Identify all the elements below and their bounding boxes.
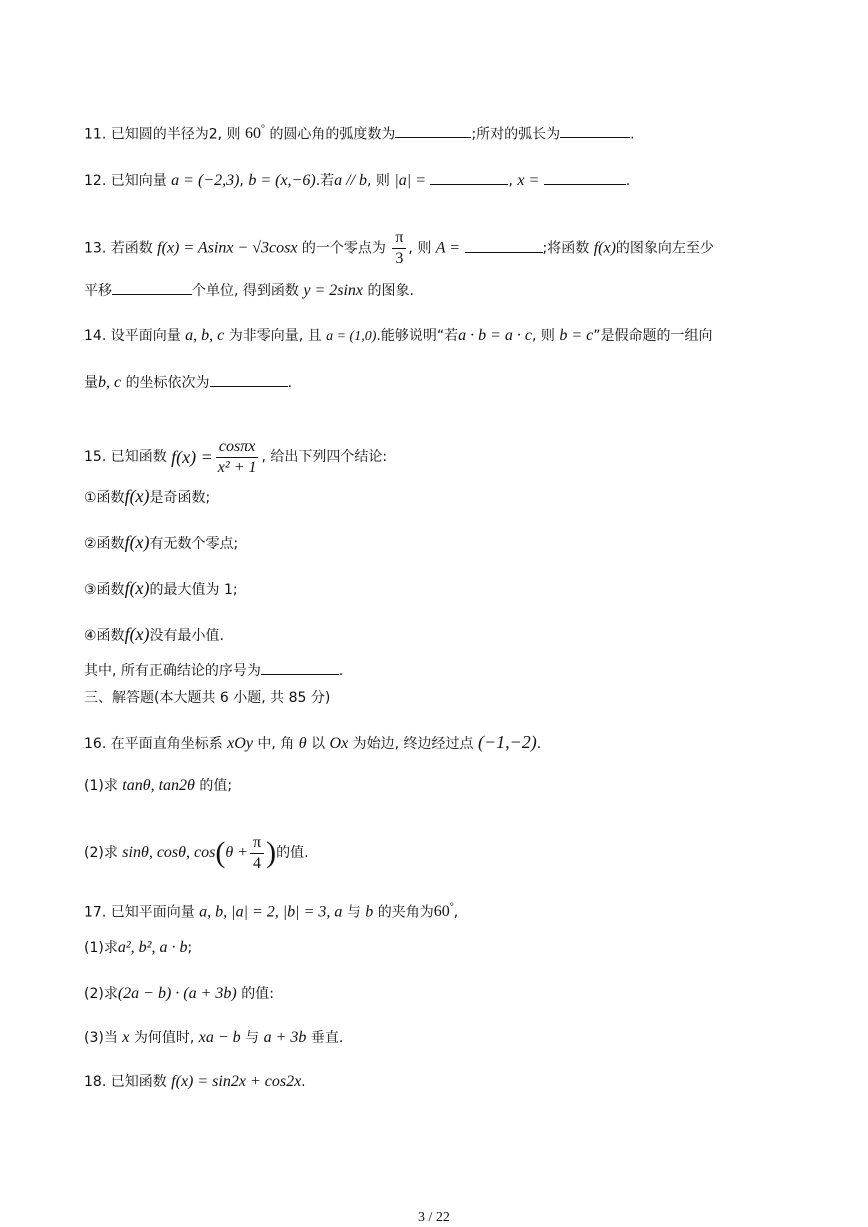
question-17-part-2: (2)求(2a − b) · (a + 3b) 的值: xyxy=(84,985,274,1002)
question-15-answer: 其中, 所有正确结论的序号为 . xyxy=(84,660,343,681)
question-18: 18. 已知函数 f(x) = sin2x + cos2x. xyxy=(84,1073,306,1090)
x-equals: x = xyxy=(517,172,540,189)
answer-blank[interactable] xyxy=(544,170,626,185)
vector-b-def: b = (x,−6) xyxy=(248,172,316,189)
fraction-cospix: $\frac{\cos\pi x}{\text{x² + 1}}$ xyxy=(217,437,257,476)
fraction-pi-4: $\frac{\pi}{4}$ xyxy=(250,833,264,874)
answer-blank[interactable] xyxy=(210,372,288,387)
conclusion-4: ④函数f(x)没有最小值. xyxy=(84,624,224,644)
question-17-part-1: (1)求a², b², a · b; xyxy=(84,939,193,956)
question-16: 16. 在平面直角坐标系 xOy 中, 角 θ 以 Ox 为始边, 终边经过点 (−1,−2). xyxy=(84,732,542,752)
question-17: 17. 已知平面向量 a, b, |a| = 2, |b| = 3, a 与 b 的夹角为60°, xyxy=(84,902,459,921)
vector-a-def: a = (−2,3) xyxy=(171,172,240,189)
conclusion-3: ③函数f(x)的最大值为 1; xyxy=(84,578,238,598)
question-16-part-2: (2)求 sinθ, cosθ, cos(θ + $\frac{\pi}{4}$ )的值. xyxy=(84,833,309,872)
answer-blank[interactable] xyxy=(560,123,630,138)
question-16-part-1: (1)求 tanθ, tan2θ 的值; xyxy=(84,777,233,794)
answer-blank[interactable] xyxy=(430,170,508,185)
answer-blank[interactable] xyxy=(395,123,471,138)
conclusion-2: ②函数f(x)有无数个零点; xyxy=(84,532,239,552)
section-heading: 三、解答题(本大题共 6 小题, 共 85 分) xyxy=(84,690,331,706)
angle-60: 60° xyxy=(244,124,265,143)
magnitude-a: |a| = xyxy=(394,172,426,189)
function-f: f(x) = Asinx − √3cosx xyxy=(157,239,298,257)
fraction-pi-3: $\frac{\pi}{3}$ xyxy=(392,228,406,269)
answer-blank[interactable] xyxy=(465,238,543,253)
question-13: 13. 若函数 f(x) = Asinx − √3cosx 的一个零点为 $\frac{\pi}{3}$ , 则 A = ;将函数 f(x)的图象向左至少 xyxy=(84,229,714,267)
target-function: y = 2sinx xyxy=(303,282,364,299)
angle-60: 60° xyxy=(433,902,454,921)
page-number: 3 / 22 xyxy=(418,1210,450,1225)
question-12: 12. 已知向量 a = (−2,3), b = (x,−6).若a // b, 则 |a| = , x = . xyxy=(84,172,631,189)
parallel-condition: a // b xyxy=(334,172,368,189)
a-equals: A = xyxy=(435,239,461,257)
question-13-cont: 平移 个单位, 得到函数 y = 2sinx 的图象. xyxy=(84,282,414,299)
question-11: 11. 已知圆的半径为2, 则 60° 的圆心角的弧度数为 ;所对的弧长为 . xyxy=(84,124,635,143)
question-14: 14. 设平面向量 a, b, c 为非零向量, 且 a = (1,0).能够说明“若a · b = a · c, 则 b = c”是假命题的一组向 xyxy=(84,327,713,344)
conclusion-1: ①函数f(x)是奇函数; xyxy=(84,486,211,506)
question-17-part-3: (3)当 x 为何值时, xa − b 与 a + 3b 垂直. xyxy=(84,1029,344,1046)
answer-blank[interactable] xyxy=(261,660,339,675)
answer-blank[interactable] xyxy=(112,280,192,295)
question-14-cont: 量b, c 的坐标依次为 . xyxy=(84,374,293,391)
question-15: 15. 已知函数 f(x) = $\frac{\cos\pi x}{\text{x² + 1}}$ , 给出下列四个结论: xyxy=(84,437,388,476)
